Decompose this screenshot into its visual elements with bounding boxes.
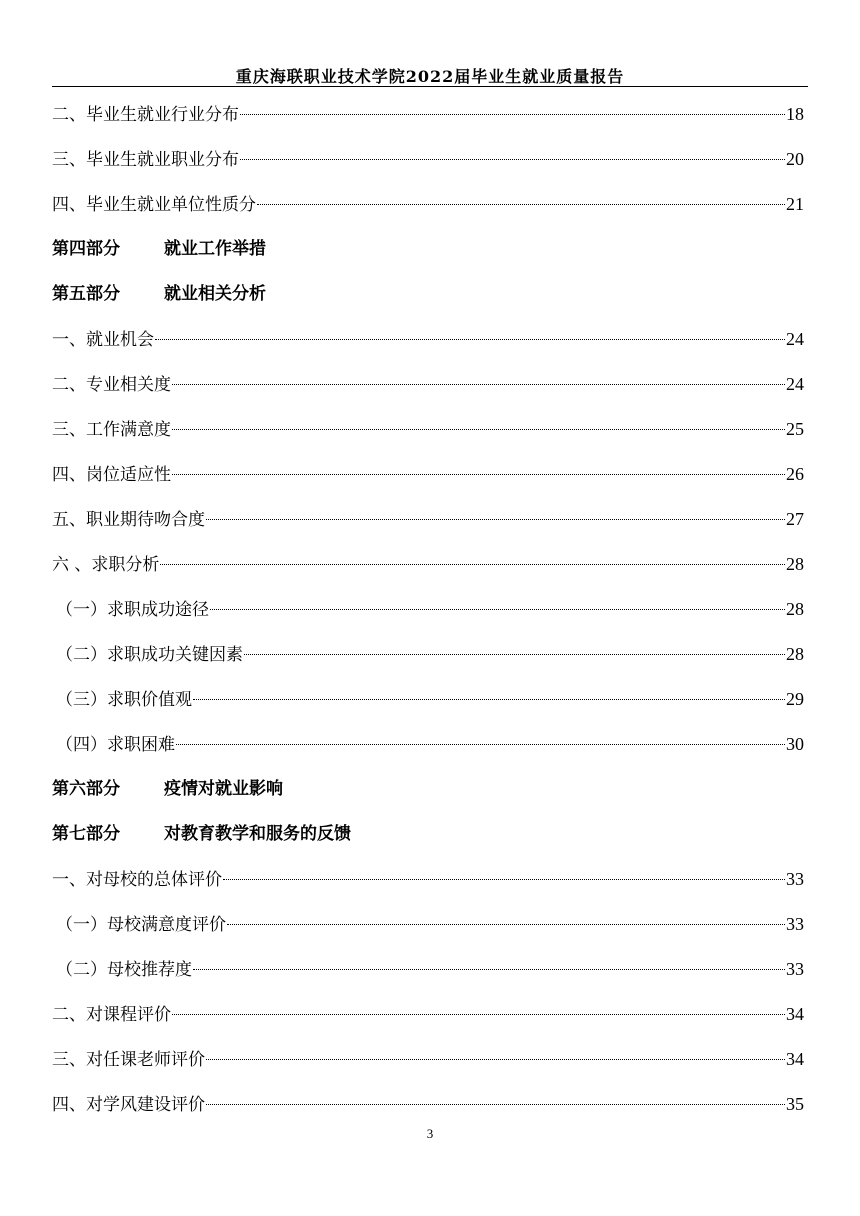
- running-header: 重庆海联职业技术学院2022届毕业生就业质量报告: [235, 67, 625, 86]
- table-of-contents: [52, 92, 804, 1127]
- toc-entry-label: 四、毕业生就业单位性质分: [52, 195, 256, 215]
- toc-page-number: 28: [786, 644, 804, 664]
- toc-page-number: 26: [786, 464, 804, 484]
- dot-leader: [206, 1104, 785, 1105]
- toc-page-number: 33: [786, 914, 804, 934]
- toc-entry[interactable]: [52, 1037, 804, 1082]
- toc-entry[interactable]: [52, 857, 804, 902]
- toc-entry-label: 四、岗位适应性: [52, 465, 171, 485]
- dot-leader: [206, 1059, 785, 1060]
- toc-page-number: 33: [786, 869, 804, 889]
- toc-entry[interactable]: [52, 992, 804, 1037]
- toc-page-number: 35: [786, 1094, 804, 1114]
- toc-section-heading[interactable]: [52, 227, 804, 272]
- toc-page-number: 20: [786, 149, 804, 169]
- toc-entry[interactable]: [52, 92, 804, 137]
- dot-leader: [206, 519, 785, 520]
- toc-entry-label: 二、专业相关度: [52, 375, 171, 395]
- toc-entry-label: 一、对母校的总体评价: [52, 870, 222, 890]
- toc-subentry[interactable]: [52, 587, 804, 632]
- dot-leader: [240, 159, 785, 160]
- toc-page-number: 25: [786, 419, 804, 439]
- toc-entry-label: 二、毕业生就业行业分布: [52, 105, 239, 125]
- toc-page-number: 28: [786, 599, 804, 619]
- toc-section-heading[interactable]: [52, 812, 804, 857]
- dot-leader: [244, 654, 785, 655]
- toc-entry[interactable]: [52, 542, 804, 587]
- toc-entry-label: 二、对课程评价: [52, 1005, 171, 1025]
- toc-page-number: 21: [786, 194, 804, 214]
- toc-section-title: 就业工作举措: [164, 239, 266, 259]
- toc-section-title: 对教育教学和服务的反馈: [164, 824, 351, 844]
- dot-leader: [227, 924, 785, 925]
- toc-page-number: 28: [786, 554, 804, 574]
- header-rule: [52, 86, 808, 87]
- toc-page-number: 30: [786, 734, 804, 754]
- toc-subentry[interactable]: [52, 947, 804, 992]
- toc-page-number: 29: [786, 689, 804, 709]
- toc-section-heading[interactable]: [52, 767, 804, 812]
- toc-section-part: 第七部分: [52, 824, 120, 844]
- toc-entry[interactable]: [52, 182, 804, 227]
- toc-entry-label: 三、工作满意度: [52, 420, 171, 440]
- toc-entry[interactable]: [52, 452, 804, 497]
- toc-section-label: [52, 767, 283, 812]
- toc-page-number: 24: [786, 329, 804, 349]
- page-number: 3: [426, 1126, 434, 1141]
- toc-page-number: 24: [786, 374, 804, 394]
- dot-leader: [210, 609, 785, 610]
- toc-entry-label: 四、对学风建设评价: [52, 1095, 205, 1115]
- toc-section-label: [52, 272, 266, 317]
- toc-section-label: [52, 227, 266, 272]
- toc-entry-label: 三、毕业生就业职业分布: [52, 150, 239, 170]
- toc-page-number: 27: [786, 509, 804, 529]
- toc-subentry[interactable]: [52, 902, 804, 947]
- toc-entry[interactable]: [52, 1082, 804, 1127]
- toc-entry-label: 一、就业机会: [52, 330, 154, 350]
- toc-entry[interactable]: [52, 407, 804, 452]
- toc-page-number: 34: [786, 1049, 804, 1069]
- toc-subentry[interactable]: [52, 632, 804, 677]
- toc-entry-label: （二）求职成功关键因素: [56, 645, 243, 665]
- toc-entry-label: （一）求职成功途径: [56, 600, 209, 620]
- toc-section-label: [52, 812, 351, 857]
- dot-leader: [172, 474, 785, 475]
- dot-leader: [193, 699, 785, 700]
- toc-section-title: 就业相关分析: [164, 284, 266, 304]
- toc-section-heading[interactable]: [52, 272, 804, 317]
- toc-entry-label: （二）母校推荐度: [56, 960, 192, 980]
- dot-leader: [240, 114, 785, 115]
- toc-entry-label: （三）求职价值观: [56, 690, 192, 710]
- toc-entry-label: 五、职业期待吻合度: [52, 510, 205, 530]
- toc-entry[interactable]: [52, 137, 804, 182]
- toc-entry[interactable]: [52, 497, 804, 542]
- dot-leader: [172, 429, 785, 430]
- toc-section-part: 第五部分: [52, 284, 120, 304]
- dot-leader: [172, 384, 785, 385]
- toc-subentry[interactable]: [52, 722, 804, 767]
- dot-leader: [155, 339, 785, 340]
- toc-page-number: 33: [786, 959, 804, 979]
- dot-leader: [176, 744, 785, 745]
- toc-entry[interactable]: [52, 362, 804, 407]
- toc-section-title: 疫情对就业影响: [164, 779, 283, 799]
- toc-entry-label: （一）母校满意度评价: [56, 915, 226, 935]
- dot-leader: [223, 879, 785, 880]
- toc-entry[interactable]: [52, 317, 804, 362]
- toc-page-number: 34: [786, 1004, 804, 1024]
- toc-section-part: 第四部分: [52, 239, 120, 259]
- toc-entry-label: （四）求职困难: [56, 735, 175, 755]
- toc-entry-label: 六 、求职分析: [52, 555, 160, 575]
- toc-page-number: 18: [786, 104, 804, 124]
- dot-leader: [193, 969, 785, 970]
- toc-subentry[interactable]: [52, 677, 804, 722]
- dot-leader: [172, 1014, 785, 1015]
- dot-leader: [160, 564, 785, 565]
- toc-entry-label: 三、对任课老师评价: [52, 1050, 205, 1070]
- toc-section-part: 第六部分: [52, 779, 120, 799]
- dot-leader: [257, 204, 785, 205]
